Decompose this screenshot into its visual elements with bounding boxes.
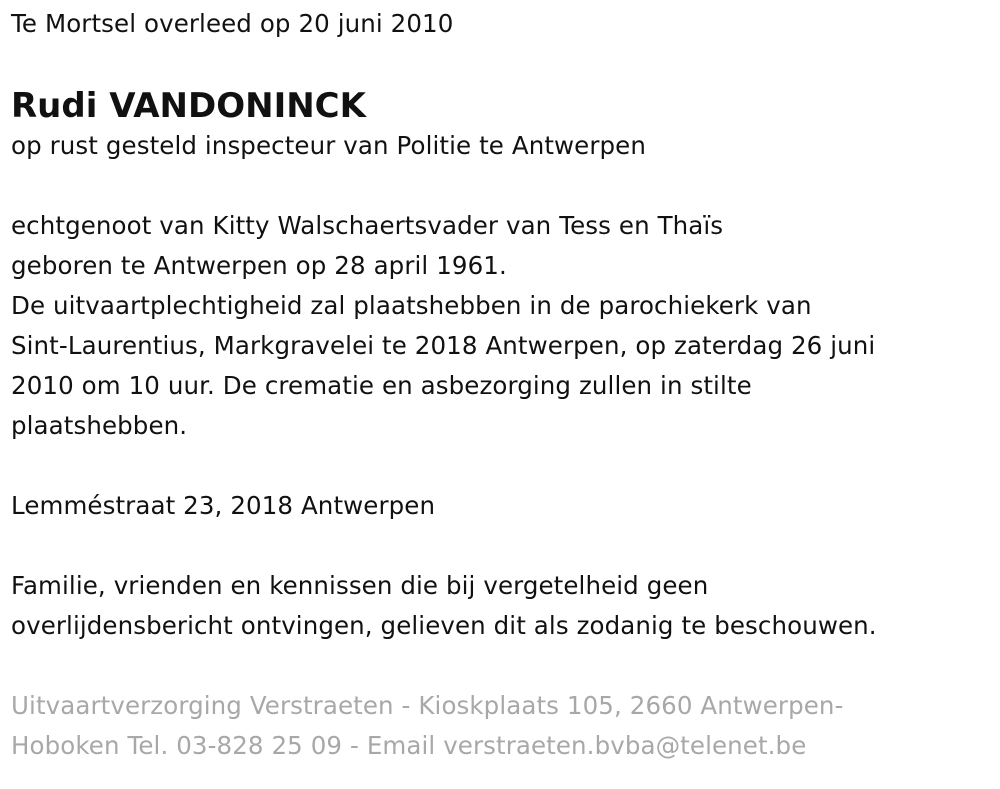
notice-line: Familie, vrienden en kennissen die bij vergetelheid geen [11,571,709,600]
body-line: echtgenoot van Kitty Walschaertsvader van Tess en Thaïs [11,211,724,240]
funeral-director-footer [11,686,986,766]
deceased-name: Rudi VANDONINCK [11,86,366,126]
death-notice-line: Te Mortsel overleed op 20 juni 2010 [11,9,454,38]
body-line: geboren te Antwerpen op 28 april 1961. [11,251,507,280]
notice-text [11,566,986,646]
notice-line: overlijdensbericht ontvingen, gelieven dit als zodanig te beschouwen. [11,611,877,640]
obituary-body [11,206,986,446]
body-line: De uitvaartplechtigheid zal plaatshebben in de parochiekerk van [11,291,812,320]
body-line: plaatshebben. [11,411,188,440]
obituary-notice [11,0,986,766]
body-line: Sint-Laurentius, Markgravelei te 2018 Antwerpen, op zaterdag 26 juni [11,331,876,360]
footer-line: Uitvaartverzorging Verstraeten - Kioskplaats 105, 2660 Antwerpen- [11,691,844,720]
footer-line: Hoboken Tel. 03-828 25 09 - Email verstraeten.bvba@telenet.be [11,731,807,760]
body-line: 2010 om 10 uur. De crematie en asbezorging zullen in stilte [11,371,752,400]
family-address: Lemméstraat 23, 2018 Antwerpen [11,491,436,520]
deceased-title: op rust gesteld inspecteur van Politie te Antwerpen [11,131,646,160]
